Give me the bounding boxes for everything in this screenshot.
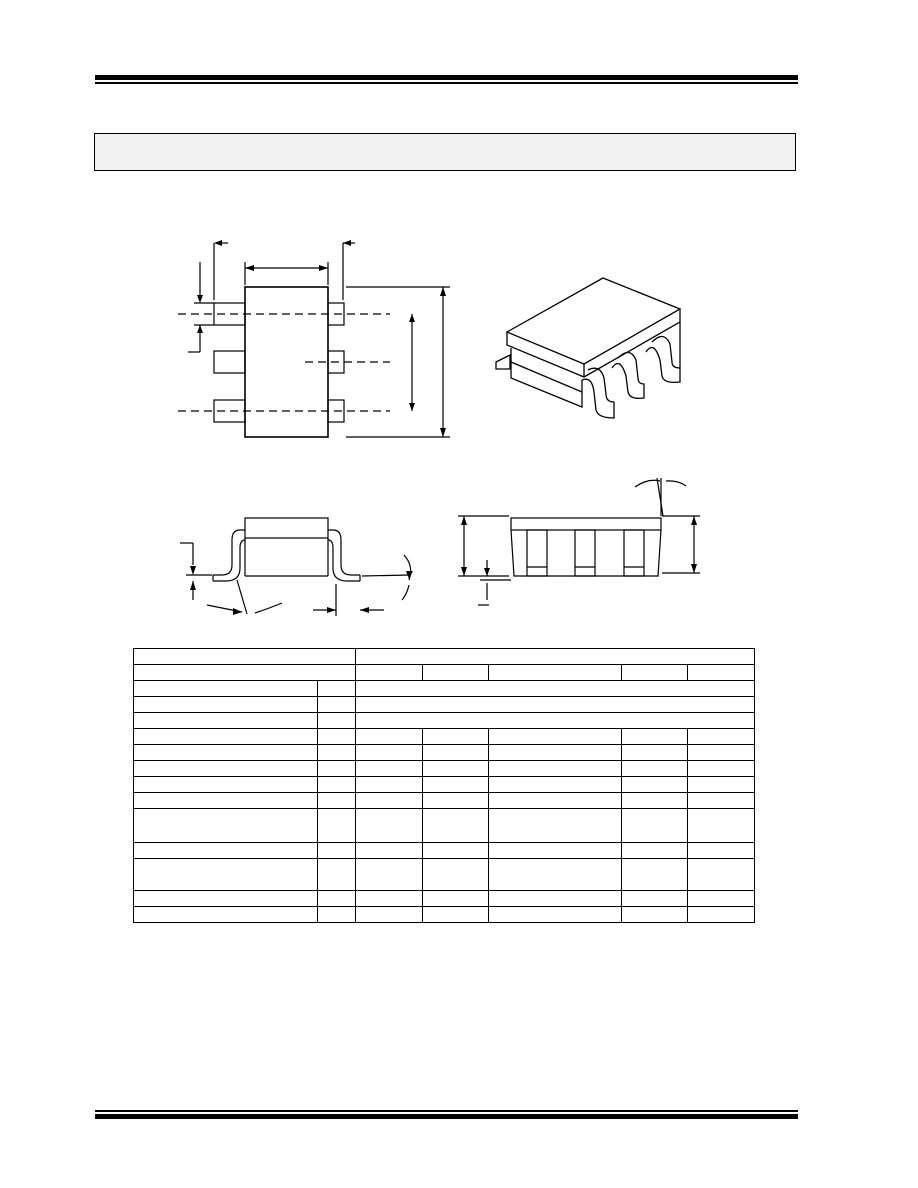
- table-row: [134, 843, 755, 859]
- top-view-centerlines: [178, 314, 390, 411]
- table-row: [134, 761, 755, 777]
- table-row: [134, 777, 755, 793]
- table-header-row: [134, 649, 755, 665]
- side-view-body-top: [245, 518, 328, 538]
- table-row: [134, 681, 755, 697]
- table-row: [134, 729, 755, 745]
- top-view-body: [245, 287, 328, 437]
- table-row: [134, 713, 755, 729]
- footer-rule-thin: [95, 1110, 798, 1112]
- isometric-view-drawing: [496, 278, 680, 418]
- table-row: [134, 697, 755, 713]
- side-view-left-arrowheads: [190, 566, 413, 615]
- end-view-drawing: [458, 478, 700, 605]
- footer-rule-thick: [95, 1114, 798, 1119]
- end-view-body-top: [511, 518, 661, 530]
- table-row: [134, 793, 755, 809]
- table-row: [134, 809, 755, 843]
- dimensions-table: [133, 648, 755, 923]
- top-view-arrowheads: [197, 240, 446, 437]
- top-view-drawing: [178, 243, 450, 437]
- table-row: [134, 891, 755, 907]
- table-header-row: [134, 665, 755, 681]
- table-row: [134, 745, 755, 761]
- table-row: [134, 907, 755, 923]
- top-view-lead: [214, 351, 245, 373]
- side-view-left-drawing: [180, 518, 411, 616]
- table-row: [134, 859, 755, 891]
